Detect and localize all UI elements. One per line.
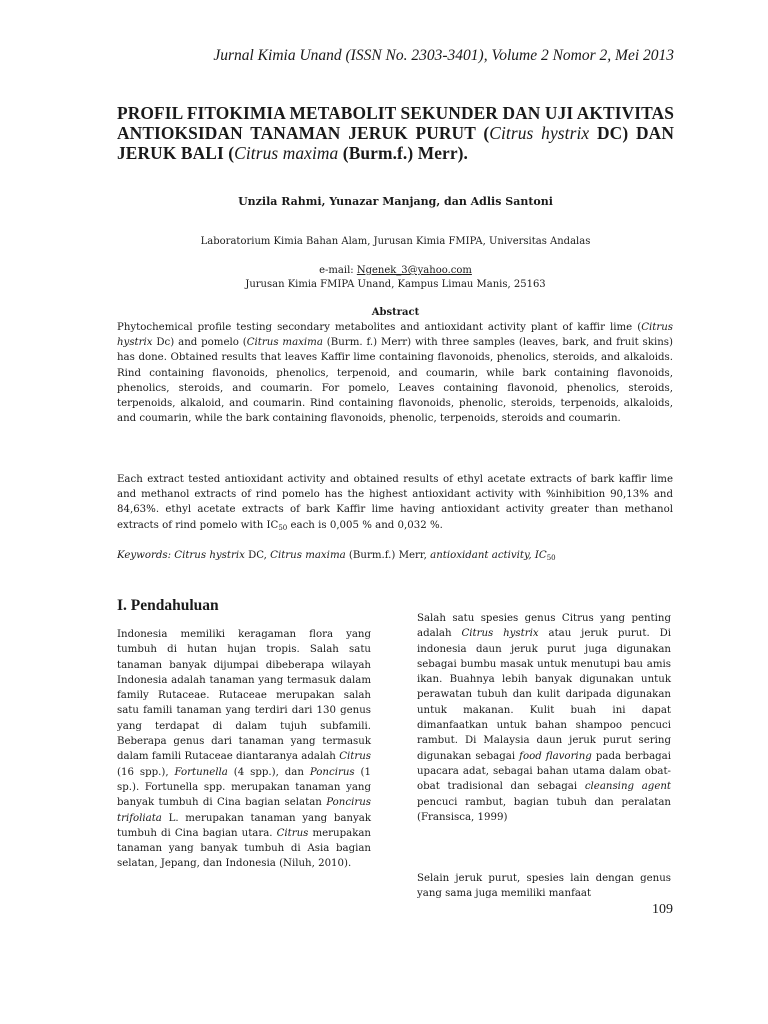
- title-species-1: Citrus hystrix: [489, 123, 590, 143]
- abstract-paragraph-2: Each extract tested antioxidant activity and obtained results of ethyl acetate extracts of bark kaffir lime and methanol extracts of rind pomelo has the highest antioxidant activity with %inhibition 90,13% and 84,63%. ethyl acetate extracts of bark Kaffir lime having antioxidant activity greater than methanol extracts of rind pomelo with $IC_{50}$ each is 0,005 % and 0,032 %.: [117, 474, 673, 532]
- paper-title: PROFIL FITOKIMIA METABOLIT SEKUNDER DAN UJI AKTIVITAS ANTIOKSIDAN TANAMAN JERUK PURUT (Citrus hystrix DC) DAN JERUK BALI (Citrus maxima (Burm.f.) Merr).: [117, 103, 675, 163]
- affiliation-address: Jurusan Kimia FMIPA Unand, Kampus Limau Manis, 25163: [245, 279, 546, 290]
- title-species-2: Citrus maxima: [234, 143, 339, 163]
- keywords: Keywords: Citrus hystrix DC, Citrus maxima (Burm.f.) Merr, antioxidant activity, $IC_{50}$: [117, 550, 556, 562]
- abstract-paragraph-1: Phytochemical profile testing secondary metabolites and antioxidant activity plant of kaffir lime (Citrus hystrix Dc) and pomelo (Citrus maxima (Burm. f.) Merr) with three samples (leaves, bark, and fruit skins) has done. Obtained results that leaves Kaffir lime containing flavonoids, phenolics, steroids, and alkaloids. Rind containing flavonoids, phenolics, terpenoid, and coumarin, while bark containing flavonoids, phenolics, steroids, and coumarin. For pomelo, Leaves containing flavonoid, phenolics, steroids, terpenoids, alkaloid, and coumarin. Rind containing flavonoids, phenolic, steroids, terpenoids, alkaloids, and coumarin, while the bark containing flavonoids, phenolic, terpenoids, steroids and coumarin.: [117, 322, 673, 425]
- left-column-text: Indonesia memiliki keragaman flora yang tumbuh di hutan hujan tropis. Salah satu tanaman banyak dijumpai dibeberapa wilayah Indonesia adalah tanaman yang termasuk dalam family Rutaceae. Rutaceae merupakan salah satu famili tanaman yang terdiri dari 130 genus yang terdapat di dalam tujuh subfamili. Beberapa genus dari tanaman yang termasuk dalam famili Rutaceae diantaranya adalah Citrus (16 spp.), Fortunella (4 spp.), dan Poncirus (1 sp.). Fortunella spp. merupakan tanaman yang banyak tumbuh di Cina bagian selatan Poncirus trifoliata L. merupakan tanaman yang banyak tumbuh di Cina bagian utara. Citrus merupakan tanaman yang banyak tumbuh di Asia bagian selatan, Jepang, dan Indonesia (Niluh, 2010).: [117, 629, 371, 870]
- journal-header: Jurnal Kimia Unand (ISSN No. 2303-3401), Volume 2 Nomor 2, Mei 2013: [213, 47, 674, 64]
- email-link[interactable]: Ngenek_3@yahoo.com: [356, 265, 472, 276]
- section-heading: I. Pendahuluan: [117, 597, 219, 614]
- right-column-paragraph-2: Selain jeruk purut, spesies lain dengan genus yang sama juga memiliki manfaat: [417, 873, 671, 900]
- affiliation-email: e-mail: Ngenek_3@yahoo.com: [319, 265, 472, 276]
- page-number: 109: [652, 902, 673, 917]
- right-column-paragraph-1: Salah satu spesies genus Citrus yang penting adalah Citrus hystrix atau jeruk purut. Di indonesia daun jeruk purut juga digunakan sebagai bumbu masak untuk menutupi bau amis ikan. Buahnya lebih banyak digunakan untuk perawatan tubuh dan kulit daripada digunakan untuk makanan. Kulit buah ini dapat dimanfaatkan untuk bahan shampoo pencuci rambut. Di Malaysia daun jeruk purut sering digunakan sebagai food flavoring pada berbagai upacara adat, sebagai bahan utama dalam obat-obat tradisional dan sebagai cleansing agent pencuci rambut, bagian tubuh dan peralatan (Fransisca, 1999): [417, 613, 672, 823]
- abstract-heading: Abstract: [371, 307, 420, 318]
- authors: Unzila Rahmi, Yunazar Manjang, dan Adlis Santoni: [238, 195, 553, 208]
- keywords-label: Keywords:: [117, 550, 172, 561]
- affiliation-lab: Laboratorium Kimia Bahan Alam, Jurusan Kimia FMIPA, Universitas Andalas: [200, 236, 591, 247]
